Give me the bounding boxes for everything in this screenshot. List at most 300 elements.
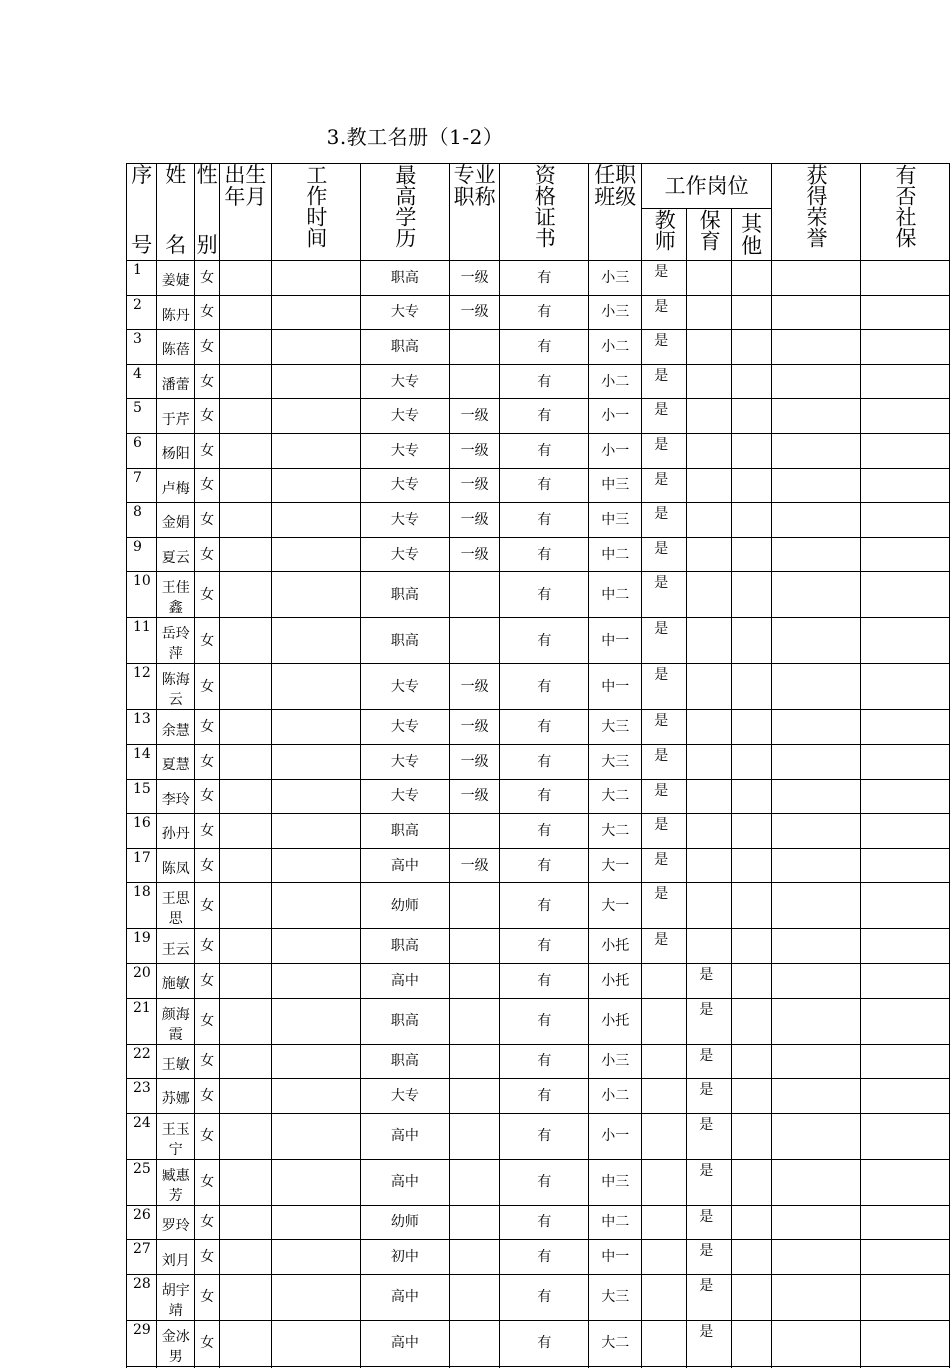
cell-social-security <box>860 468 949 503</box>
cell-sex <box>195 1366 220 1368</box>
cell-social-security <box>860 295 949 330</box>
cell-sex: 女 <box>195 710 220 745</box>
cell-education: 高中 <box>360 1274 449 1320</box>
cell-seq <box>127 1366 157 1368</box>
table-row <box>127 503 950 538</box>
cell-seq: 16 <box>127 814 157 849</box>
table-row <box>127 963 950 998</box>
cell-certificate: 有 <box>500 1159 589 1205</box>
cell-post-other <box>732 998 772 1044</box>
cell-post-other <box>732 929 772 964</box>
cell-pro-title <box>449 1113 500 1159</box>
cell-sex: 女 <box>195 1240 220 1275</box>
cell-seq: 17 <box>127 848 157 883</box>
cell-work-time <box>271 998 360 1044</box>
cell-post-other <box>732 814 772 849</box>
cell-honor <box>771 929 860 964</box>
cell-class: 中三 <box>589 468 642 503</box>
cell-honor <box>771 848 860 883</box>
cell-pro-title <box>449 883 500 929</box>
cell-social-security <box>860 1205 949 1240</box>
cell-name: 金娟 <box>157 503 195 538</box>
cell-honor <box>771 537 860 572</box>
cell-social-security <box>860 664 949 710</box>
cell-birth <box>219 1159 271 1205</box>
cell-social-security <box>860 1113 949 1159</box>
cell-sex: 女 <box>195 998 220 1044</box>
cell-education: 大专 <box>360 503 449 538</box>
cell-social-security <box>860 1079 949 1114</box>
cell-name: 苏娜 <box>157 1079 195 1114</box>
cell-birth <box>219 330 271 365</box>
cell-education: 大专 <box>360 399 449 434</box>
header-post-care-text: 保育 <box>698 209 720 251</box>
cell-certificate: 有 <box>500 1113 589 1159</box>
header-post-other <box>732 209 772 261</box>
cell-certificate: 有 <box>500 618 589 664</box>
header-honor <box>771 164 860 261</box>
cell-honor <box>771 814 860 849</box>
table-row <box>127 929 950 964</box>
header-birth <box>219 164 271 261</box>
cell-birth <box>219 572 271 618</box>
cell-birth <box>219 710 271 745</box>
cell-certificate: 有 <box>500 1240 589 1275</box>
cell-post-care: 是 <box>687 1274 732 1320</box>
cell-birth <box>219 399 271 434</box>
cell-class: 小一 <box>589 399 642 434</box>
cell-pro-title <box>449 572 500 618</box>
cell-certificate: 有 <box>500 1079 589 1114</box>
cell-sex: 女 <box>195 1079 220 1114</box>
header-sex-bottom: 别 <box>197 234 218 256</box>
cell-work-time <box>271 1044 360 1079</box>
cell-post-care: 是 <box>687 998 732 1044</box>
cell-seq: 4 <box>127 364 157 399</box>
cell-post-teacher: 是 <box>642 779 687 814</box>
cell-honor <box>771 295 860 330</box>
cell-social-security <box>860 929 949 964</box>
cell-sex: 女 <box>195 1044 220 1079</box>
cell-name <box>157 1366 195 1368</box>
cell-work-time <box>271 1113 360 1159</box>
cell-birth <box>219 468 271 503</box>
cell-post-other <box>732 744 772 779</box>
cell-certificate: 有 <box>500 1320 589 1366</box>
cell-post-teacher <box>642 1205 687 1240</box>
cell-seq: 14 <box>127 744 157 779</box>
table-row <box>127 261 950 296</box>
cell-birth <box>219 261 271 296</box>
cell-name: 王玉宁 <box>157 1113 195 1159</box>
header-class <box>589 164 642 261</box>
header-sex-top: 性 <box>197 164 218 186</box>
cell-post-teacher: 是 <box>642 503 687 538</box>
cell-work-time <box>271 503 360 538</box>
cell-work-time <box>271 929 360 964</box>
cell-education: 大专 <box>360 537 449 572</box>
cell-post-teacher <box>642 998 687 1044</box>
cell-honor <box>771 503 860 538</box>
table-row <box>127 364 950 399</box>
cell-post-care <box>687 295 732 330</box>
cell-post-care <box>687 468 732 503</box>
cell-seq: 22 <box>127 1044 157 1079</box>
cell-post-teacher: 是 <box>642 848 687 883</box>
table-row <box>127 883 950 929</box>
cell-post-other <box>732 1274 772 1320</box>
table-row <box>127 1240 950 1275</box>
cell-pro-title: 一级 <box>449 399 500 434</box>
cell-pro-title <box>449 1240 500 1275</box>
cell-post-teacher <box>642 1159 687 1205</box>
header-name-top: 姓 <box>165 164 186 186</box>
cell-birth <box>219 503 271 538</box>
cell-work-time <box>271 399 360 434</box>
cell-education: 职高 <box>360 261 449 296</box>
cell-education: 职高 <box>360 814 449 849</box>
cell-post-care <box>687 503 732 538</box>
cell-honor <box>771 664 860 710</box>
cell-class: 大三 <box>589 1274 642 1320</box>
cell-seq: 8 <box>127 503 157 538</box>
cell-sex: 女 <box>195 814 220 849</box>
cell-class: 中二 <box>589 1205 642 1240</box>
table-row <box>127 433 950 468</box>
cell-social-security <box>860 537 949 572</box>
cell-class: 小三 <box>589 1044 642 1079</box>
cell-name: 施敏 <box>157 963 195 998</box>
cell-post-care <box>687 883 732 929</box>
cell-social-security <box>860 814 949 849</box>
cell-class: 中一 <box>589 664 642 710</box>
cell-class: 大二 <box>589 814 642 849</box>
cell-work-time <box>271 883 360 929</box>
cell-work-time <box>271 537 360 572</box>
cell-education: 大专 <box>360 364 449 399</box>
cell-pro-title <box>449 1159 500 1205</box>
cell-class <box>589 1366 642 1368</box>
cell-education: 职高 <box>360 572 449 618</box>
cell-post-care <box>687 664 732 710</box>
cell-class: 中二 <box>589 537 642 572</box>
cell-class: 中二 <box>589 572 642 618</box>
cell-education: 职高 <box>360 929 449 964</box>
cell-pro-title <box>449 929 500 964</box>
cell-certificate: 有 <box>500 779 589 814</box>
cell-seq: 24 <box>127 1113 157 1159</box>
cell-seq: 28 <box>127 1274 157 1320</box>
cell-post-teacher <box>642 1366 687 1368</box>
cell-post-other <box>732 664 772 710</box>
cell-honor <box>771 779 860 814</box>
table-row <box>127 618 950 664</box>
cell-post-teacher <box>642 1240 687 1275</box>
cell-class: 小托 <box>589 929 642 964</box>
cell-sex: 女 <box>195 664 220 710</box>
cell-pro-title <box>449 330 500 365</box>
cell-post-other <box>732 503 772 538</box>
cell-certificate: 有 <box>500 433 589 468</box>
cell-post-teacher: 是 <box>642 261 687 296</box>
cell-honor <box>771 1113 860 1159</box>
cell-certificate: 有 <box>500 330 589 365</box>
cell-seq: 13 <box>127 710 157 745</box>
cell-post-teacher: 是 <box>642 814 687 849</box>
cell-post-teacher: 是 <box>642 618 687 664</box>
cell-sex: 女 <box>195 399 220 434</box>
cell-pro-title <box>449 998 500 1044</box>
cell-name: 王佳鑫 <box>157 572 195 618</box>
table-row <box>127 1079 950 1114</box>
cell-education: 职高 <box>360 618 449 664</box>
cell-name: 孙丹 <box>157 814 195 849</box>
cell-class: 大二 <box>589 1320 642 1366</box>
cell-work-time <box>271 1205 360 1240</box>
cell-post-other <box>732 1320 772 1366</box>
table-row <box>127 1113 950 1159</box>
cell-birth <box>219 848 271 883</box>
cell-post-teacher <box>642 1079 687 1114</box>
cell-pro-title: 一级 <box>449 710 500 745</box>
table-row <box>127 537 950 572</box>
table-row <box>127 998 950 1044</box>
cell-post-care <box>687 848 732 883</box>
cell-birth <box>219 664 271 710</box>
cell-education: 初中 <box>360 1240 449 1275</box>
cell-post-teacher: 是 <box>642 744 687 779</box>
cell-work-time <box>271 1240 360 1275</box>
cell-birth <box>219 963 271 998</box>
cell-honor <box>771 1240 860 1275</box>
cell-honor <box>771 1159 860 1205</box>
cell-sex: 女 <box>195 572 220 618</box>
cell-post-care <box>687 572 732 618</box>
cell-post-care <box>687 929 732 964</box>
cell-class: 小三 <box>589 295 642 330</box>
table-row <box>127 1044 950 1079</box>
cell-name: 颜海霞 <box>157 998 195 1044</box>
cell-name: 潘蕾 <box>157 364 195 399</box>
header-post <box>642 164 772 209</box>
header-education-text: 最高学历 <box>394 164 416 248</box>
cell-post-teacher <box>642 1113 687 1159</box>
cell-social-security <box>860 1366 949 1368</box>
cell-pro-title <box>449 1274 500 1320</box>
cell-post-other <box>732 468 772 503</box>
cell-post-other <box>732 399 772 434</box>
cell-birth <box>219 744 271 779</box>
cell-honor <box>771 468 860 503</box>
cell-name: 李玲 <box>157 779 195 814</box>
header-post-other-text: 其他 <box>741 212 762 258</box>
cell-birth <box>219 364 271 399</box>
cell-sex: 女 <box>195 929 220 964</box>
cell-post-other <box>732 963 772 998</box>
cell-sex: 女 <box>195 468 220 503</box>
table-row <box>127 1205 950 1240</box>
cell-seq: 15 <box>127 779 157 814</box>
cell-post-teacher: 是 <box>642 433 687 468</box>
header-post-teacher-text: 教师 <box>653 209 675 251</box>
cell-certificate: 有 <box>500 963 589 998</box>
cell-education: 高中 <box>360 963 449 998</box>
cell-class: 大一 <box>589 848 642 883</box>
cell-social-security <box>860 1240 949 1275</box>
cell-post-teacher <box>642 963 687 998</box>
cell-pro-title <box>449 963 500 998</box>
cell-honor <box>771 1274 860 1320</box>
cell-post-care <box>687 433 732 468</box>
cell-education: 职高 <box>360 1044 449 1079</box>
cell-honor <box>771 963 860 998</box>
table-row <box>127 744 950 779</box>
cell-sex: 女 <box>195 779 220 814</box>
cell-social-security <box>860 1320 949 1366</box>
cell-pro-title <box>449 364 500 399</box>
cell-post-teacher: 是 <box>642 572 687 618</box>
header-name <box>157 164 195 261</box>
cell-honor <box>771 744 860 779</box>
cell-education: 高中 <box>360 1113 449 1159</box>
header-post-care <box>687 209 732 261</box>
table-row <box>127 330 950 365</box>
cell-sex: 女 <box>195 618 220 664</box>
header-certificate-text: 资格证书 <box>533 164 555 248</box>
cell-sex: 女 <box>195 295 220 330</box>
cell-post-care: 是 <box>687 1205 732 1240</box>
table-row <box>127 295 950 330</box>
cell-social-security <box>860 433 949 468</box>
header-social-security <box>860 164 949 261</box>
cell-post-other <box>732 1366 772 1368</box>
cell-work-time <box>271 779 360 814</box>
cell-post-other <box>732 330 772 365</box>
cell-seq: 18 <box>127 883 157 929</box>
cell-post-teacher <box>642 1320 687 1366</box>
cell-social-security <box>860 1274 949 1320</box>
cell-post-care <box>687 779 732 814</box>
cell-name: 岳玲萍 <box>157 618 195 664</box>
cell-education: 大专 <box>360 664 449 710</box>
cell-social-security <box>860 618 949 664</box>
cell-post-teacher: 是 <box>642 537 687 572</box>
cell-birth <box>219 1240 271 1275</box>
cell-birth <box>219 1044 271 1079</box>
cell-social-security <box>860 572 949 618</box>
cell-seq: 2 <box>127 295 157 330</box>
cell-certificate: 有 <box>500 468 589 503</box>
cell-work-time <box>271 1274 360 1320</box>
cell-pro-title <box>449 814 500 849</box>
cell-pro-title: 一级 <box>449 433 500 468</box>
header-name-bottom: 名 <box>165 234 186 256</box>
cell-pro-title <box>449 618 500 664</box>
cell-name: 金冰男 <box>157 1320 195 1366</box>
cell-name: 余慧 <box>157 710 195 745</box>
cell-sex: 女 <box>195 848 220 883</box>
cell-name: 王敏 <box>157 1044 195 1079</box>
cell-sex: 女 <box>195 503 220 538</box>
page-title-text: 3.教工名册（1-2） <box>327 125 504 149</box>
cell-post-teacher: 是 <box>642 364 687 399</box>
cell-birth <box>219 1366 271 1368</box>
cell-social-security <box>860 1044 949 1079</box>
cell-birth <box>219 1320 271 1366</box>
cell-post-teacher <box>642 1274 687 1320</box>
cell-post-other <box>732 537 772 572</box>
staff-roster-table <box>126 163 950 1368</box>
cell-education: 高中 <box>360 848 449 883</box>
cell-post-care <box>687 1366 732 1368</box>
cell-post-care: 是 <box>687 1079 732 1114</box>
cell-class: 小托 <box>589 998 642 1044</box>
cell-sex: 女 <box>195 1205 220 1240</box>
cell-education: 职高 <box>360 330 449 365</box>
cell-work-time <box>271 261 360 296</box>
cell-education: 大专 <box>360 744 449 779</box>
cell-certificate: 有 <box>500 261 589 296</box>
cell-name: 刘月 <box>157 1240 195 1275</box>
cell-education: 大专 <box>360 468 449 503</box>
cell-post-other <box>732 433 772 468</box>
cell-honor <box>771 572 860 618</box>
cell-sex: 女 <box>195 963 220 998</box>
cell-seq: 11 <box>127 618 157 664</box>
table-row <box>127 1320 950 1366</box>
cell-seq: 12 <box>127 664 157 710</box>
cell-certificate: 有 <box>500 664 589 710</box>
cell-social-security <box>860 503 949 538</box>
cell-social-security <box>860 779 949 814</box>
cell-post-other <box>732 1240 772 1275</box>
table-row <box>127 814 950 849</box>
cell-pro-title: 一级 <box>449 261 500 296</box>
cell-seq: 10 <box>127 572 157 618</box>
cell-class: 中一 <box>589 618 642 664</box>
cell-seq: 6 <box>127 433 157 468</box>
cell-work-time <box>271 1320 360 1366</box>
cell-certificate: 有 <box>500 295 589 330</box>
cell-class: 大三 <box>589 710 642 745</box>
table-row <box>127 1366 950 1368</box>
cell-name: 卢梅 <box>157 468 195 503</box>
cell-class: 大一 <box>589 883 642 929</box>
cell-post-other <box>732 1113 772 1159</box>
cell-sex: 女 <box>195 1159 220 1205</box>
cell-name: 王云 <box>157 929 195 964</box>
header-honor-text: 获得荣誉 <box>805 164 827 248</box>
cell-class: 中三 <box>589 503 642 538</box>
cell-post-care <box>687 744 732 779</box>
cell-pro-title: 一级 <box>449 295 500 330</box>
cell-education: 职高 <box>360 998 449 1044</box>
page-title <box>0 121 950 150</box>
cell-education: 大专 <box>360 295 449 330</box>
header-work-time-text: 工作时间 <box>305 164 327 248</box>
cell-class: 小二 <box>589 364 642 399</box>
cell-social-security <box>860 1159 949 1205</box>
cell-post-other <box>732 1079 772 1114</box>
cell-birth <box>219 814 271 849</box>
cell-work-time <box>271 744 360 779</box>
cell-social-security <box>860 998 949 1044</box>
cell-name: 杨阳 <box>157 433 195 468</box>
cell-seq: 5 <box>127 399 157 434</box>
cell-pro-title <box>449 1320 500 1366</box>
table-row <box>127 1159 950 1205</box>
cell-name: 王思思 <box>157 883 195 929</box>
